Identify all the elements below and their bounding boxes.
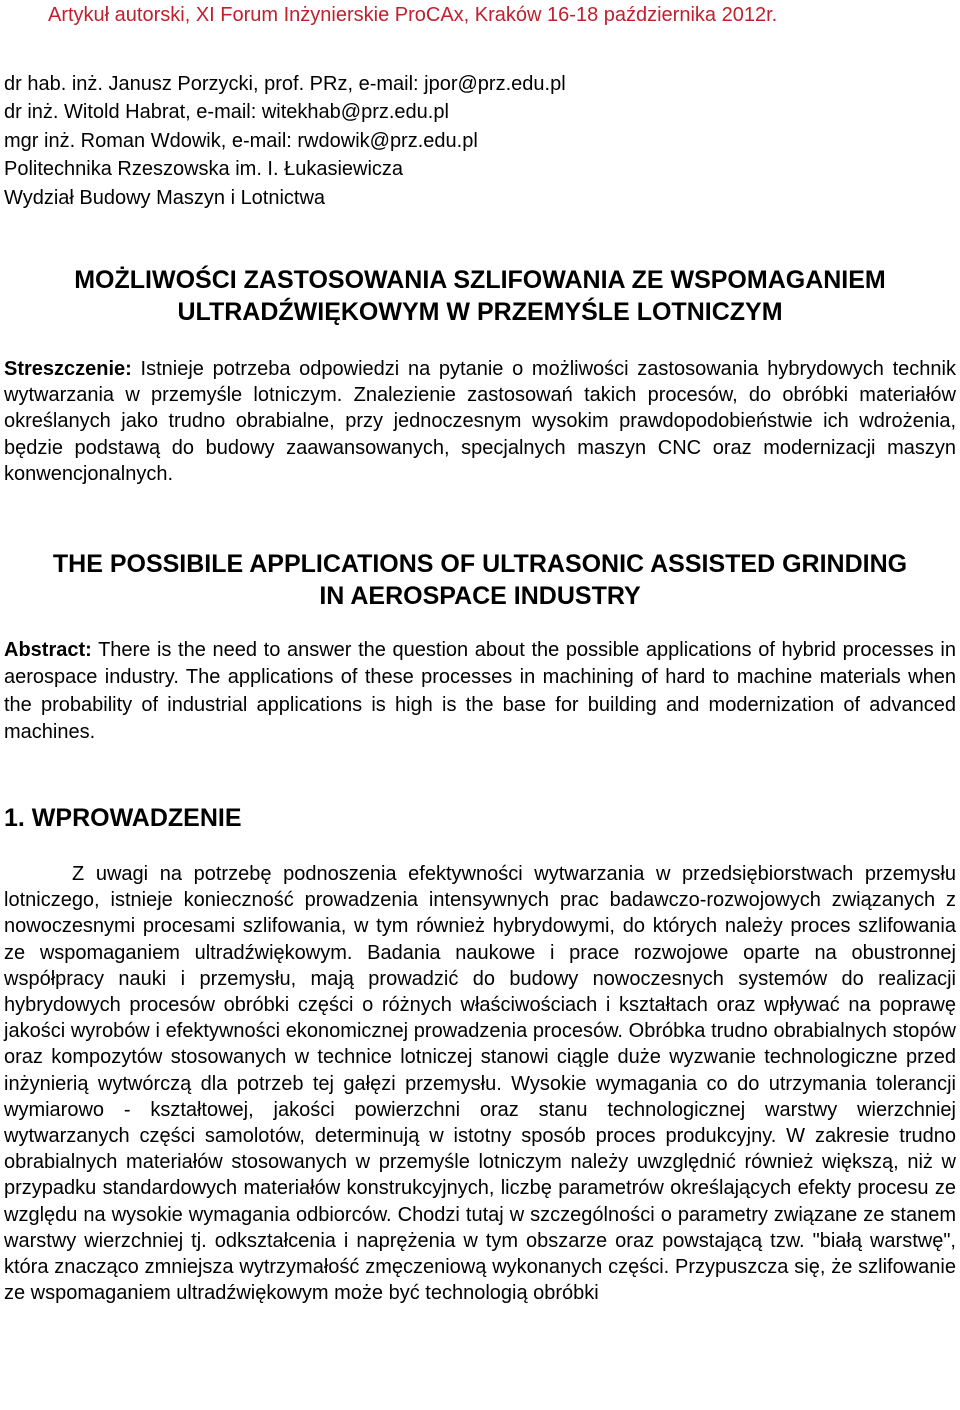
- affiliation-faculty: Wydział Budowy Maszyn i Lotnictwa: [4, 186, 326, 209]
- title-polish-line-1: MOŻLIWOŚCI ZASTOSOWANIA SZLIFOWANIA ZE WSPOMAGANIEM: [74, 266, 886, 294]
- section-heading: 1. WPROWADZENIE: [4, 804, 242, 832]
- abstract-polish: [4, 356, 956, 487]
- abstract-english-text: There is the need to answer the question about the possible applications of hybrid processes in aerospace industry. The applications of these processes in machining of hard to machine materials when the probability of industrial applications is high is the base for building and modernization of advanced machines.: [4, 639, 956, 744]
- affiliation-university: Politechnika Rzeszowska im. I. Łukasiewicza: [4, 158, 404, 181]
- abstract-english: [4, 637, 956, 747]
- title-english-line-1: THE POSSIBILE APPLICATIONS OF ULTRASONIC ASSISTED GRINDING: [52, 550, 908, 578]
- abstract-polish-text: Istnieje potrzeba odpowiedzi na pytanie o możliwości zastosowania hybrydowych technik wytwarzania w przemyśle lotniczym. Znalezienie zastosowań takich procesów, do obróbki materiałów określanych jako trudno obrabialne, przy jednoczesnym wysokim prawdopodobieństwie ich wdrożenia, będzie podstawą do budowy zaawansowanych, specjalnych maszyn CNC oraz modernizacji maszyn konwencjonalnych.: [4, 358, 956, 485]
- author-block: [4, 70, 944, 212]
- body-paragraph: Z uwagi na potrzebę podnoszenia efektywności wytwarzania w przedsiębiorstwach przemysłu lotniczego, istnieje konieczność prowadzenia intensywnych prac badawczo-rozwojowych związanych z nowoczesnymi procesami szlifowania, w tym również hybrydowymi, do których należy proces szlifowania ze wspomaganiem ultradźwiękowym. Badania naukowe i prace rozwojowe oparte na obustronnej współpracy nauki i przemysłu, mają prowadzić do budowy nowoczesnych systemów do realizacji hybrydowych procesów obróbki części o różnych właściwościach i kształtach oraz wpływać na poprawę jakości wyrobów i efektywności ekonomicznej prowadzenia procesów. Obróbka trudno obrabialnych stopów oraz kompozytów stosowanych w technice lotniczej stanowi ciągle duże wyzwanie technologiczne przed inżynierią wytwórczą dla potrzeb tej gałęzi przemysłu. Wysokie wymagania co do utrzymania tolerancji wymiarowo - kształtowej, jakości powierzchni oraz stanu technologicznej warstwy wierzchniej wytwarzanych części samolotów, determinują w istotny sposób proces produkcyjny. W zakresie trudno obrabialnych materiałów stosowanych w przemyśle lotniczym należy uwzględnić również większą, niż w przypadku standardowych materiałów konstrukcyjnych, liczbę parametrów określających efekty procesu ze względu na wysokie wymagania odbiorców. Chodzi tutaj w szczególności o parametry związane ze stanem warstwy wierzchniej tj. odkształcenia i naprężenia w tym obszarze oraz powstającą tzw. "białą warstwę", która znacząco zmniejsza wytrzymałość zmęczeniową wykonanych części. Przypuszcza się, że szlifowanie ze wspomaganiem ultradźwiękowym może być technologią obróbki: [4, 863, 956, 1305]
- title-polish-line-2: ULTRADŹWIĘKOWYM W PRZEMYŚLE LOTNICZYM: [177, 298, 783, 326]
- title-english-line-2: IN AEROSPACE INDUSTRY: [319, 582, 641, 610]
- author-line-3: mgr inż. Roman Wdowik, e-mail: rwdowik@prz.edu.pl: [4, 129, 478, 152]
- author-line-2: dr inż. Witold Habrat, e-mail: witekhab@prz.edu.pl: [4, 101, 449, 124]
- title-english: [0, 548, 960, 612]
- title-polish: [0, 264, 960, 328]
- section-body: [4, 861, 956, 1306]
- abstract-english-label: Abstract:: [4, 639, 92, 661]
- running-header: Artykuł autorski, XI Forum Inżynierskie ProCAx, Kraków 16-18 października 2012r.: [48, 4, 778, 26]
- author-line-1: dr hab. inż. Janusz Porzycki, prof. PRz, e-mail: jpor@prz.edu.pl: [4, 73, 566, 95]
- abstract-polish-label: Streszczenie:: [4, 358, 132, 380]
